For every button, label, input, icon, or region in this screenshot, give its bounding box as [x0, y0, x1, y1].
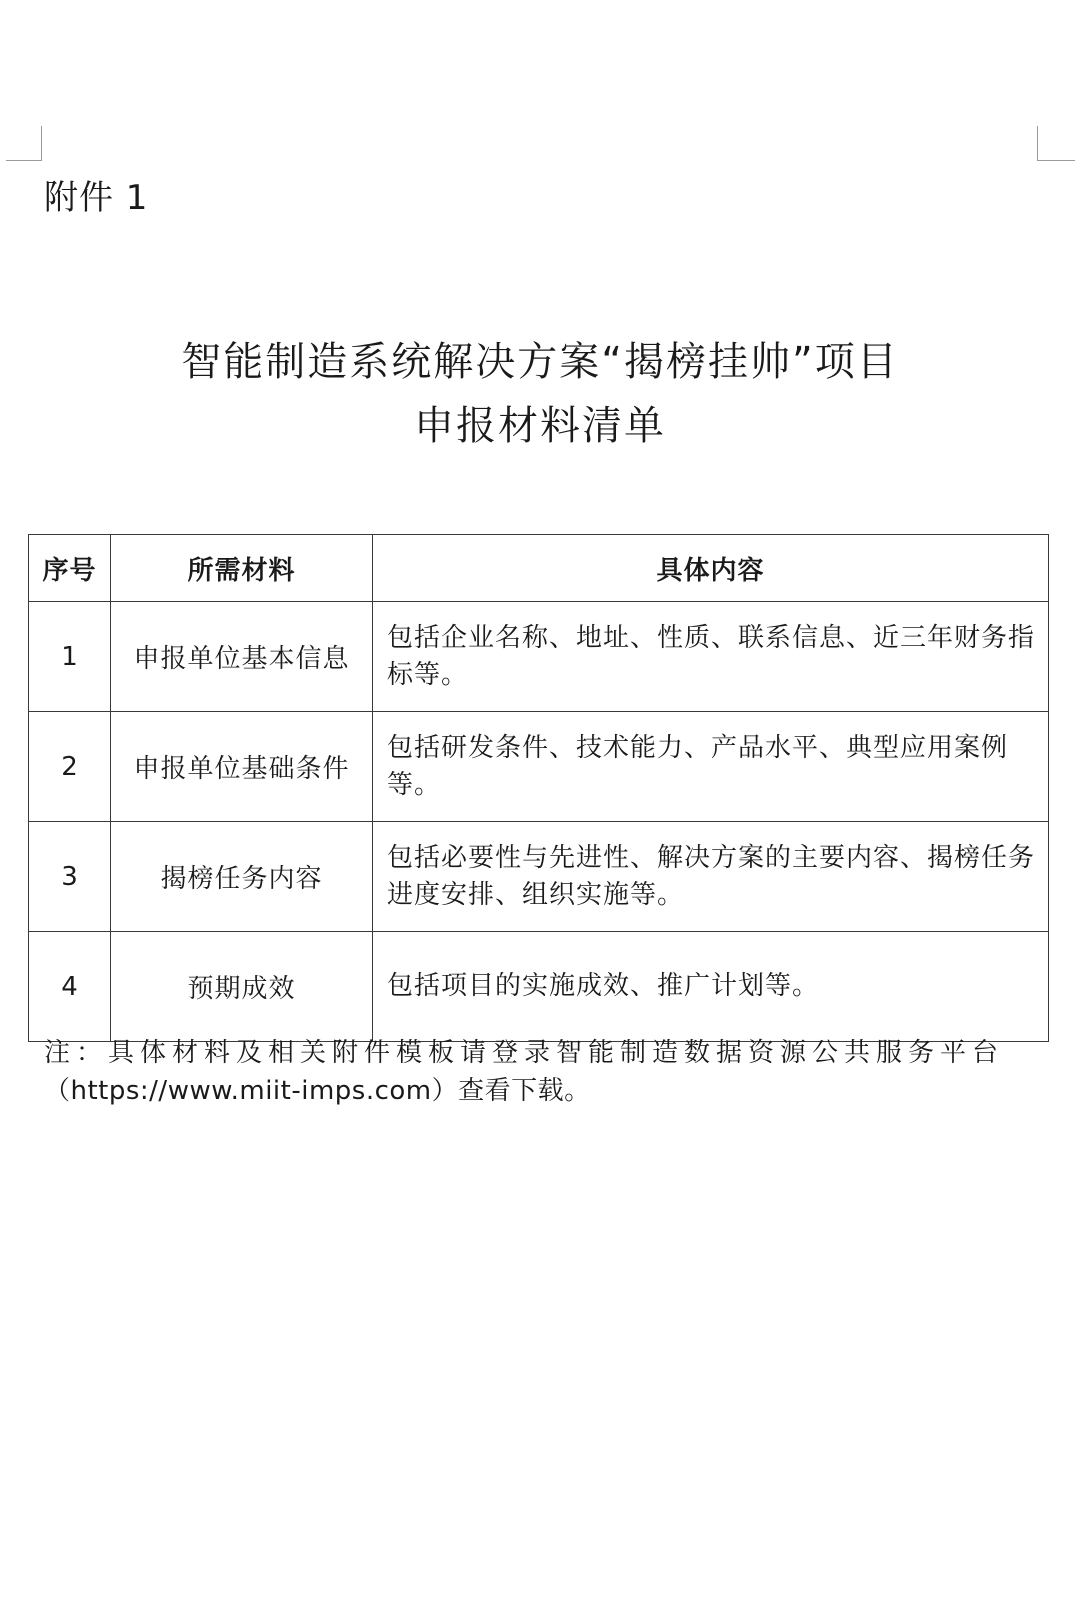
document-title [0, 330, 1080, 458]
attachment-label: 附件 1 [44, 178, 149, 218]
row-details: 包括必要性与先进性、解决方案的主要内容、揭榜任务进度安排、组织实施等。 [373, 822, 1049, 932]
crop-mark-top-left [6, 126, 42, 161]
footnote [44, 1034, 1040, 1110]
row-number: 3 [29, 822, 111, 932]
crop-mark-top-right [1037, 126, 1075, 161]
row-number: 4 [29, 932, 111, 1042]
footnote-line-2: （https://www.miit-imps.com）查看下载。 [44, 1076, 591, 1106]
row-material: 申报单位基本信息 [111, 602, 373, 712]
footnote-line-1: 注：具体材料及相关附件模板请登录智能制造数据资源公共服务平台 [44, 1038, 1005, 1068]
row-material: 申报单位基础条件 [111, 712, 373, 822]
row-number: 1 [29, 602, 111, 712]
table-row [29, 712, 1049, 822]
row-details: 包括研发条件、技术能力、产品水平、典型应用案例等。 [373, 712, 1049, 822]
row-details: 包括企业名称、地址、性质、联系信息、近三年财务指标等。 [373, 602, 1049, 712]
table-header-row [29, 535, 1049, 602]
table-row [29, 932, 1049, 1042]
title-line-2: 申报材料清单 [414, 403, 666, 449]
title-line-1: 智能制造系统解决方案“揭榜挂帅”项目 [181, 339, 899, 385]
row-details: 包括项目的实施成效、推广计划等。 [373, 932, 1049, 1042]
row-material: 揭榜任务内容 [111, 822, 373, 932]
row-material: 预期成效 [111, 932, 373, 1042]
header-number: 序号 [29, 535, 111, 602]
row-number: 2 [29, 712, 111, 822]
table-row [29, 822, 1049, 932]
header-details: 具体内容 [373, 535, 1049, 602]
materials-table [28, 534, 1049, 1042]
table-row [29, 602, 1049, 712]
header-materials: 所需材料 [111, 535, 373, 602]
